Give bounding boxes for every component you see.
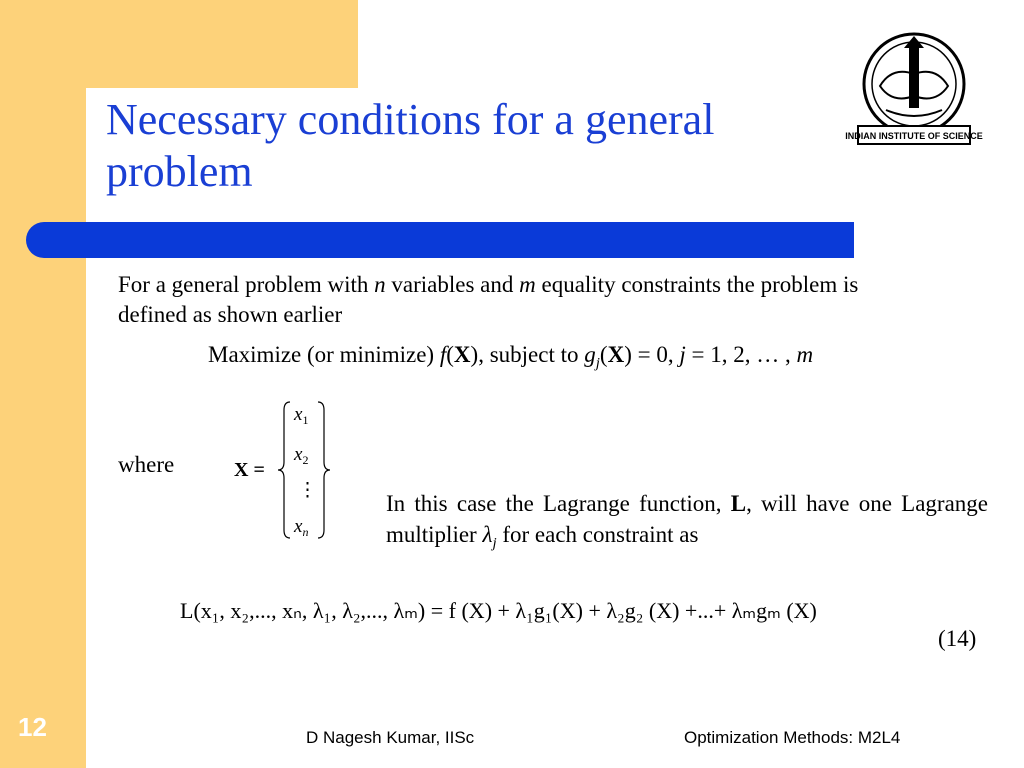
vector-entry-n: $x_n$ [294,516,309,539]
vector-entry-1: $x_1$ [294,404,309,427]
vector-definition [232,396,342,546]
slide-title: Necessary conditions for a general problem [106,95,715,196]
vector-entry-2: $x_2$ [294,444,309,467]
vector-lhs: X = [234,459,265,481]
where-label: where [118,452,175,477]
background-accent-side [0,0,86,768]
iisc-logo-icon [845,26,983,150]
equation-number: (14) [938,626,977,651]
title-divider-bar [26,222,854,258]
vector-ellipsis: ⋮ [298,480,317,501]
content-panel [86,118,1024,768]
logo-text: INDIAN INSTITUTE OF SCIENCE [845,131,983,141]
footer-author: D Nagesh Kumar, IISc [306,728,475,747]
objective-statement: Maximize (or minimize) f(X), subject to $g_j(X) = 0$, j = 1, 2, … , m [208,342,814,372]
lagrange-equation: L(x₁, x₂,..., xₙ, λ₁, λ₂,..., λₘ) = f (X) + λ₁g₁(X) + λ₂g₂ (X) +...+ λₘgₘ (X) [180,598,817,623]
lagrange-description: In this case the Lagrange function, L, will have one Lagrange multiplier $\lambda_j$ for each constraint as [386,491,988,552]
footer-course: Optimization Methods: M2L4 [684,728,901,747]
intro-paragraph: For a general problem with n variables and m equality constraints the problem is defined as shown earlier [118,272,859,327]
slide-number: 12 [18,712,47,742]
